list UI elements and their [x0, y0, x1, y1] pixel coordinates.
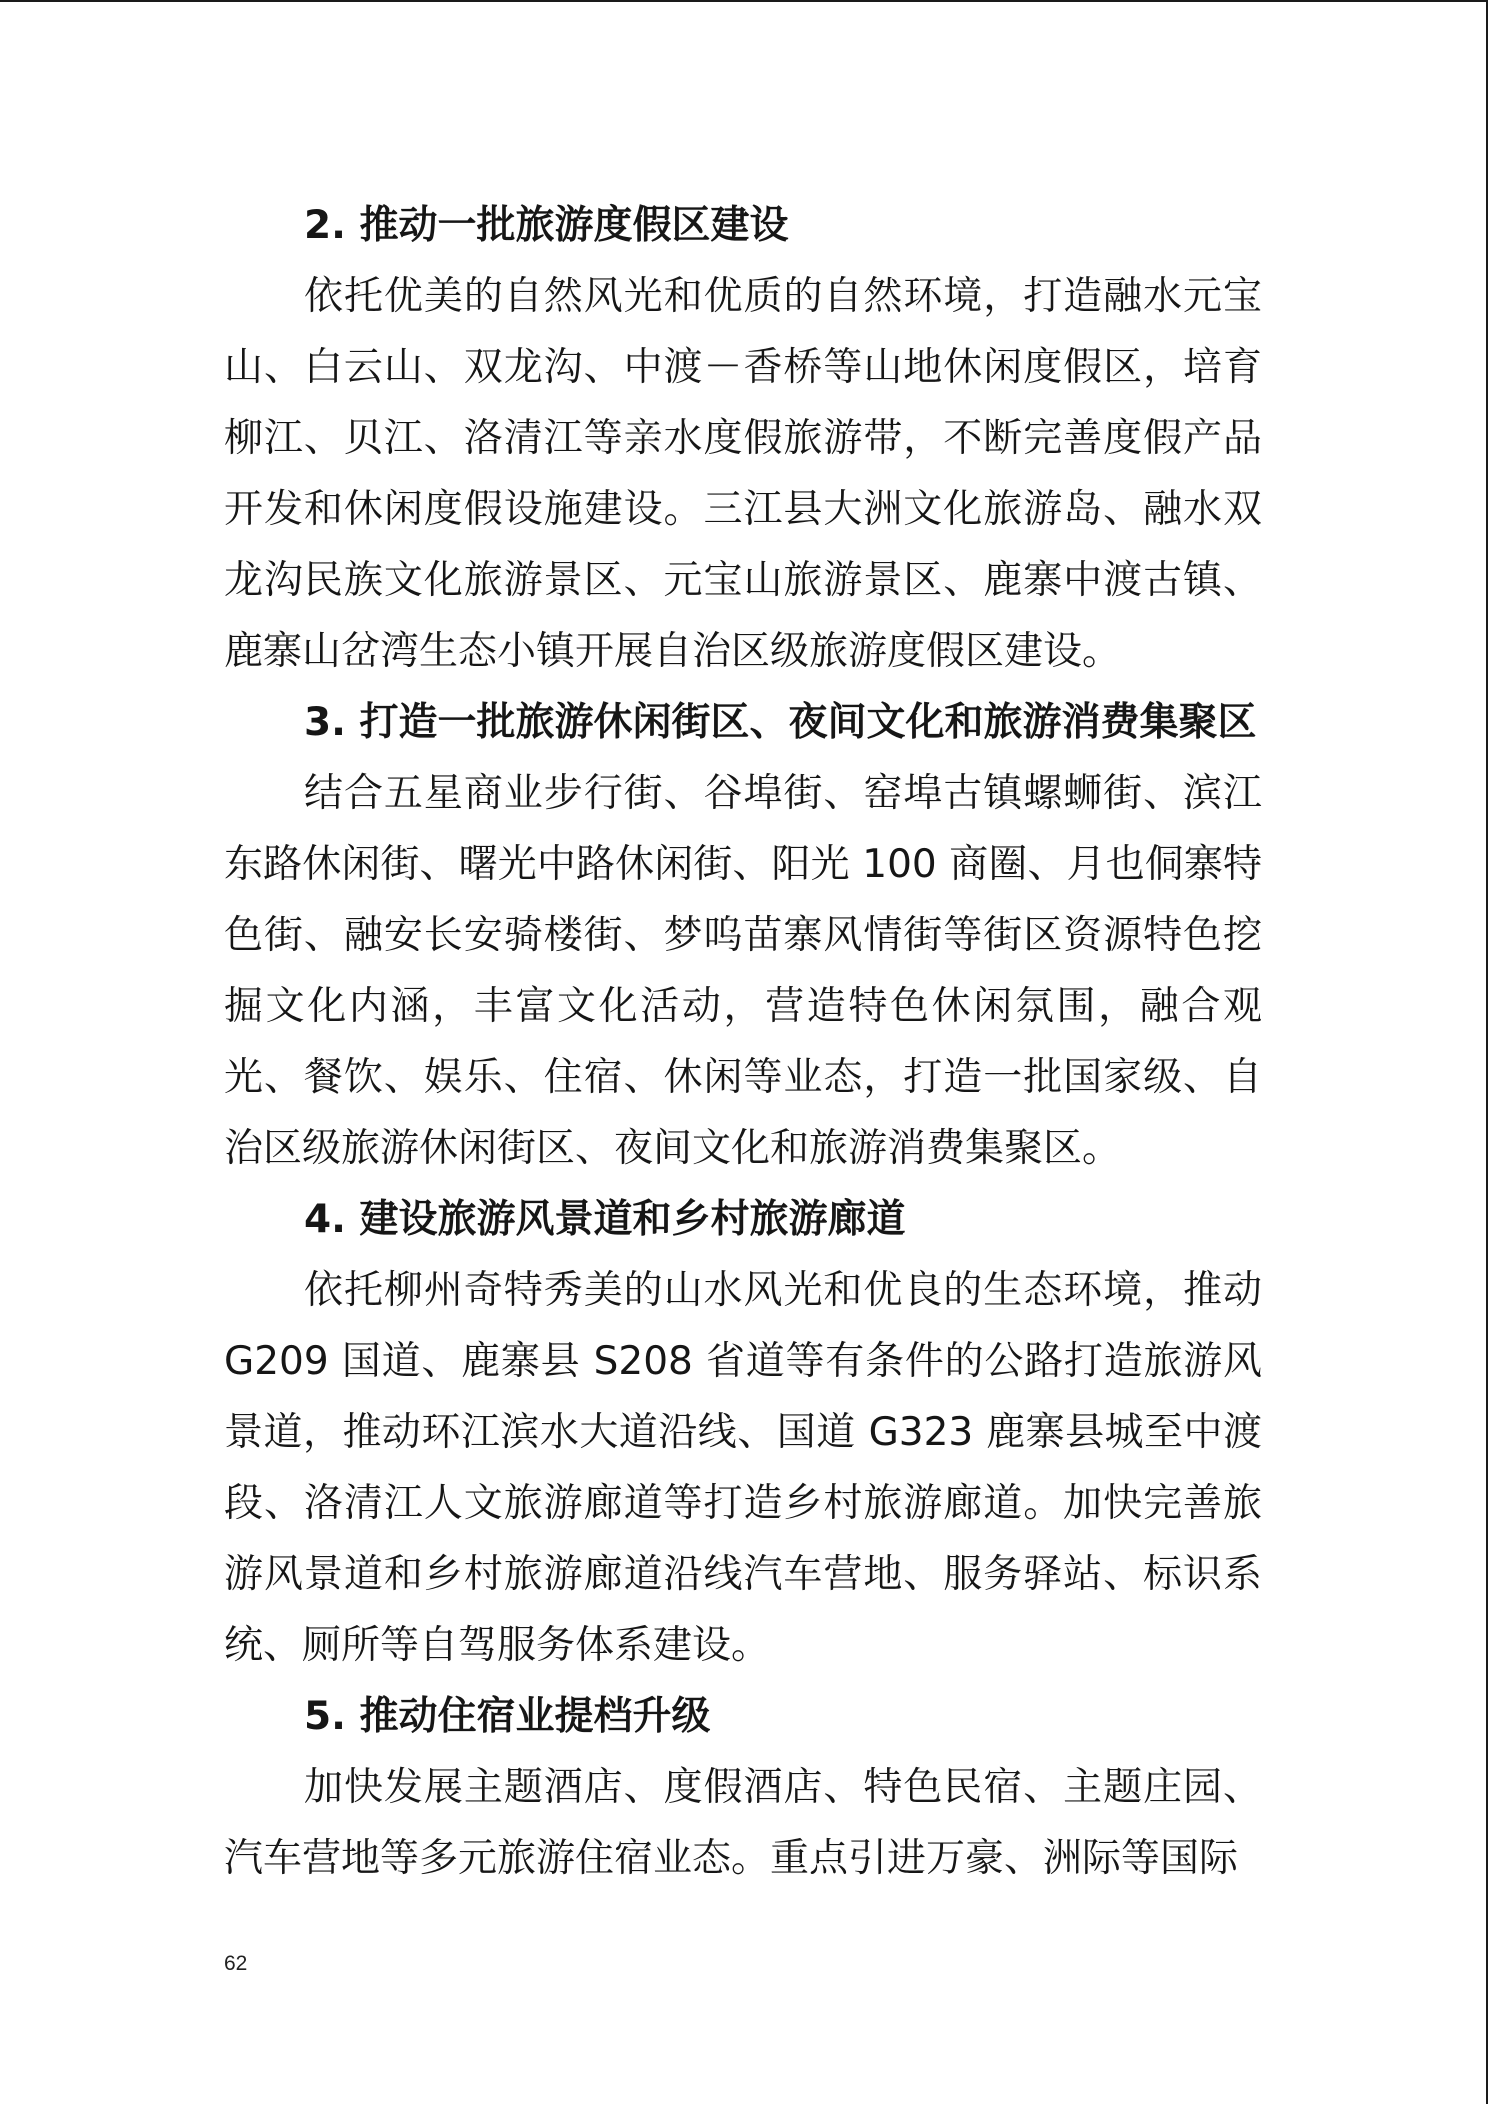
page-number: 62	[224, 1952, 248, 1975]
section-heading-3: 3. 打造一批旅游休闲街区、夜间文化和旅游消费集聚区	[304, 700, 1257, 745]
section-heading-5: 5. 推动住宿业提档升级	[304, 1694, 711, 1739]
section-heading-2: 2. 推动一批旅游度假区建设	[304, 203, 789, 248]
section-paragraph-3: 结合五星商业步行街、谷埠街、窑埠古镇螺蛳街、滨江东路休闲街、曙光中路休闲街、阳光 100 商圈、月也侗寨特色街、融安长安骑楼街、梦呜苗寨风情街等街区资源特色挖掘文化内涵，丰富文化活动，营造特色休闲氛围，融合观光、餐饮、娱乐、住宿、休闲等业态，打造一批国家级、自治区级旅游休闲街区、夜间文化和旅游消费集聚区。	[224, 771, 1262, 1171]
section-paragraph-2: 依托优美的自然风光和优质的自然环境，打造融水元宝山、白云山、双龙沟、中渡－香桥等山地休闲度假区，培育柳江、贝江、洛清江等亲水度假旅游带，不断完善度假产品开发和休闲度假设施建设。三江县大洲文化旅游岛、融水双龙沟民族文化旅游景区、元宝山旅游景区、鹿寨中渡古镇、鹿寨山岔湾生态小镇开展自治区级旅游度假区建设。	[224, 274, 1262, 674]
section-paragraph-5: 加快发展主题酒店、度假酒店、特色民宿、主题庄园、汽车营地等多元旅游住宿业态。重点引进万豪、洲际等国际	[224, 1765, 1262, 1881]
page-body	[224, 190, 1262, 1894]
section-heading-4: 4. 建设旅游风景道和乡村旅游廊道	[304, 1197, 906, 1242]
section-paragraph-4: 依托柳州奇特秀美的山水风光和优良的生态环境，推动 G209 国道、鹿寨县 S208 省道等有条件的公路打造旅游风景道，推动环江滨水大道沿线、国道 G323 鹿寨县城至中渡段、洛清江人文旅游廊道等打造乡村旅游廊道。加快完善旅游风景道和乡村旅游廊道沿线汽车营地、服务驿站、标识系统、厕所等自驾服务体系建设。	[224, 1268, 1262, 1668]
top-border-line	[0, 0, 1488, 2]
